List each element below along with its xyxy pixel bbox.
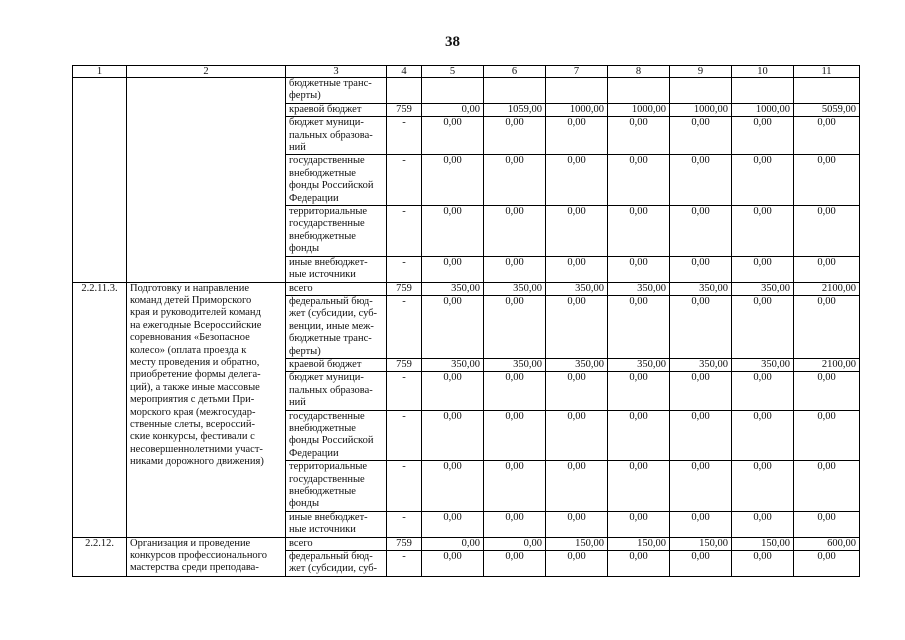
column-header: 8: [608, 66, 670, 78]
cell-line: фонды Российской: [289, 435, 374, 447]
cell-line: бюджет муници-: [289, 117, 364, 129]
amount-cell: 0,00: [732, 410, 794, 461]
amount-cell: 350,00: [422, 282, 484, 295]
amount-cell: 0,00: [732, 461, 794, 512]
amount-cell: 0,00: [484, 256, 546, 282]
cell-line: колесо» (оплата проезда к: [130, 344, 247, 356]
cell-line: несовершеннолетними участ-: [130, 443, 263, 455]
funding-source: [286, 206, 387, 257]
amount-cell: 0,00: [422, 256, 484, 282]
cell-line: фонды: [289, 243, 320, 255]
amount-cell: 0,00: [484, 511, 546, 537]
cell-line: ные источники: [289, 269, 356, 281]
amount-cell: 0,00: [484, 410, 546, 461]
amount-cell: 0,00: [670, 511, 732, 537]
amount-cell: 0,00: [608, 511, 670, 537]
budget-code-cell: 759: [387, 537, 422, 550]
column-header: 2: [127, 66, 286, 78]
cell-line: краевой бюджет: [289, 103, 362, 115]
cell-line: территориальные: [289, 206, 368, 218]
item-description: [127, 78, 286, 283]
budget-code-cell: -: [387, 295, 422, 358]
cell-line: приобретение формы делега-: [130, 369, 261, 381]
funding-source: [286, 372, 387, 410]
funding-source: [286, 155, 387, 206]
amount-cell: 0,00: [484, 551, 546, 577]
cell-line: мероприятия с детьми При-: [130, 394, 255, 406]
cell-line: внебюджетные: [289, 422, 356, 434]
amount-cell: 0,00: [484, 155, 546, 206]
amount-cell: 0,00: [732, 155, 794, 206]
cell-line: ций), а также иные массовые: [130, 381, 260, 393]
amount-cell: 0,00: [546, 551, 608, 577]
amount-cell: 0,00: [732, 256, 794, 282]
cell-line: Федерации: [289, 447, 339, 459]
amount-cell: 0,00: [794, 206, 860, 257]
cell-line: внебюджетные: [289, 167, 356, 179]
cell-line: федеральный бюд-: [289, 295, 373, 307]
amount-cell: 0,00: [794, 155, 860, 206]
amount-cell: 0,00: [794, 295, 860, 358]
amount-cell: 0,00: [546, 461, 608, 512]
funding-source: [286, 282, 387, 295]
amount-cell: 150,00: [732, 537, 794, 550]
amount-cell: 0,00: [484, 295, 546, 358]
amount-cell: [794, 78, 860, 104]
amount-cell: 0,00: [546, 117, 608, 155]
cell-line: пальных образова-: [289, 129, 373, 141]
amount-cell: 1059,00: [484, 103, 546, 116]
amount-cell: 0,00: [546, 410, 608, 461]
amount-cell: 0,00: [608, 410, 670, 461]
budget-code-cell: -: [387, 461, 422, 512]
amount-cell: 350,00: [608, 282, 670, 295]
column-header: 7: [546, 66, 608, 78]
amount-cell: 0,00: [422, 537, 484, 550]
amount-cell: 1000,00: [732, 103, 794, 116]
cell-line: государственные: [289, 473, 365, 485]
amount-cell: 350,00: [484, 282, 546, 295]
amount-cell: 1000,00: [608, 103, 670, 116]
budget-code-cell: -: [387, 256, 422, 282]
amount-cell: 0,00: [422, 551, 484, 577]
budget-code-cell: -: [387, 410, 422, 461]
cell-line: бюджетные транс-: [289, 333, 372, 345]
cell-line: морского края (межгосудар-: [130, 406, 256, 418]
amount-cell: 0,00: [484, 206, 546, 257]
cell-line: краевой бюджет: [289, 358, 362, 370]
amount-cell: 0,00: [794, 117, 860, 155]
amount-cell: 0,00: [422, 511, 484, 537]
budget-code-cell: [387, 78, 422, 104]
amount-cell: 0,00: [608, 256, 670, 282]
cell-line: бюджетные транс-: [289, 78, 372, 89]
budget-code-cell: 759: [387, 103, 422, 116]
amount-cell: 0,00: [484, 537, 546, 550]
cell-line: внебюджетные: [289, 486, 356, 497]
amount-cell: 150,00: [546, 537, 608, 550]
funding-source: [286, 117, 387, 155]
cell-line: внебюджетные: [289, 230, 356, 242]
cell-line: на ежегодные Всероссийские: [130, 319, 262, 331]
amount-cell: 1000,00: [546, 103, 608, 116]
budget-table: [72, 65, 860, 577]
amount-cell: 0,00: [546, 206, 608, 257]
cell-line: жет (субсидии, суб-: [289, 308, 378, 320]
column-header: 3: [286, 66, 387, 78]
cell-line: государственные: [289, 410, 365, 422]
column-header: 11: [794, 66, 860, 78]
amount-cell: 150,00: [608, 537, 670, 550]
amount-cell: [670, 78, 732, 104]
cell-line: территориальные: [289, 461, 368, 473]
item-description: [127, 537, 286, 576]
funding-source: [286, 511, 387, 537]
amount-cell: 0,00: [422, 155, 484, 206]
column-header: 4: [387, 66, 422, 78]
cell-line: ские конкурсы, фестивали с: [130, 431, 255, 443]
amount-cell: 0,00: [794, 372, 860, 410]
cell-line: ферты): [289, 90, 321, 102]
amount-cell: 0,00: [608, 461, 670, 512]
amount-cell: 0,00: [732, 295, 794, 358]
amount-cell: 0,00: [794, 410, 860, 461]
column-header: 5: [422, 66, 484, 78]
funding-source: [286, 461, 387, 512]
amount-cell: 0,00: [422, 295, 484, 358]
amount-cell: 0,00: [670, 206, 732, 257]
amount-cell: [422, 78, 484, 104]
table-row: [73, 537, 860, 550]
amount-cell: 350,00: [546, 282, 608, 295]
amount-cell: 0,00: [422, 206, 484, 257]
amount-cell: 0,00: [732, 206, 794, 257]
cell-line: ные источники: [289, 524, 356, 536]
amount-cell: 0,00: [546, 372, 608, 410]
budget-code-cell: 759: [387, 358, 422, 371]
amount-cell: 0,00: [732, 117, 794, 155]
amount-cell: 0,00: [794, 256, 860, 282]
amount-cell: 0,00: [794, 551, 860, 577]
budget-code-cell: -: [387, 551, 422, 577]
column-header: 9: [670, 66, 732, 78]
cell-line: венции, иные меж-: [289, 320, 374, 332]
amount-cell: 0,00: [670, 461, 732, 512]
table-row: [73, 282, 860, 295]
column-header: 1: [73, 66, 127, 78]
budget-code-cell: -: [387, 511, 422, 537]
cell-line: мастерства среди преподава-: [130, 562, 259, 574]
amount-cell: 0,00: [732, 511, 794, 537]
amount-cell: 5059,00: [794, 103, 860, 116]
amount-cell: 0,00: [670, 295, 732, 358]
amount-cell: 0,00: [546, 511, 608, 537]
amount-cell: 0,00: [608, 551, 670, 577]
cell-line: ний: [289, 397, 306, 409]
amount-cell: 350,00: [546, 358, 608, 371]
budget-code-cell: -: [387, 372, 422, 410]
amount-cell: 0,00: [608, 372, 670, 410]
cell-line: всего: [289, 537, 313, 549]
item-code: 2.2.12.: [73, 537, 127, 576]
cell-line: жет (субсидии, суб-: [289, 563, 378, 575]
funding-source: [286, 295, 387, 358]
budget-code-cell: -: [387, 206, 422, 257]
cell-line: всего: [289, 282, 313, 294]
cell-line: государственные: [289, 155, 365, 167]
cell-line: Федерации: [289, 192, 339, 204]
amount-cell: 350,00: [732, 358, 794, 371]
amount-cell: [608, 78, 670, 104]
amount-cell: 350,00: [484, 358, 546, 371]
cell-line: конкурсов профессионального: [130, 550, 267, 562]
amount-cell: 350,00: [732, 282, 794, 295]
funding-source: [286, 256, 387, 282]
column-header: 10: [732, 66, 794, 78]
item-code: [73, 78, 127, 283]
funding-source: [286, 551, 387, 577]
amount-cell: 350,00: [670, 282, 732, 295]
column-header: 6: [484, 66, 546, 78]
amount-cell: 350,00: [608, 358, 670, 371]
amount-cell: 0,00: [670, 155, 732, 206]
cell-line: ственные слеты, всероссий-: [130, 418, 256, 430]
amount-cell: 0,00: [670, 551, 732, 577]
funding-source: [286, 103, 387, 116]
funding-source: [286, 78, 387, 104]
funding-source: [286, 410, 387, 461]
cell-line: месту проведения и обратно,: [130, 356, 260, 368]
amount-cell: 0,00: [670, 372, 732, 410]
amount-cell: 0,00: [608, 155, 670, 206]
amount-cell: 0,00: [794, 511, 860, 537]
amount-cell: 0,00: [670, 117, 732, 155]
budget-code-cell: 759: [387, 282, 422, 295]
amount-cell: 0,00: [422, 372, 484, 410]
cell-line: бюджет муници-: [289, 372, 364, 384]
amount-cell: 2100,00: [794, 282, 860, 295]
amount-cell: 0,00: [546, 295, 608, 358]
cell-line: фонды: [289, 498, 320, 510]
page-number: 38: [445, 34, 460, 50]
cell-line: Организация и проведение: [130, 537, 251, 549]
cell-line: команд детей Приморского: [130, 294, 252, 306]
cell-line: иные внебюджет-: [289, 256, 368, 268]
amount-cell: 0,00: [484, 461, 546, 512]
amount-cell: 0,00: [670, 410, 732, 461]
cell-line: соревнования «Безопасное: [130, 332, 250, 344]
amount-cell: 0,00: [422, 410, 484, 461]
cell-line: Подготовку и направление: [130, 282, 250, 294]
amount-cell: [484, 78, 546, 104]
amount-cell: 0,00: [422, 461, 484, 512]
funding-source: [286, 358, 387, 371]
cell-line: иные внебюджет-: [289, 511, 368, 523]
cell-line: ний: [289, 142, 306, 154]
cell-line: государственные: [289, 218, 365, 230]
amount-cell: 1000,00: [670, 103, 732, 116]
cell-line: фонды Российской: [289, 180, 374, 192]
budget-code-cell: -: [387, 117, 422, 155]
amount-cell: 2100,00: [794, 358, 860, 371]
cell-line: никами дорожного движения): [130, 456, 264, 468]
table-row: [73, 78, 860, 104]
cell-line: федеральный бюд-: [289, 551, 373, 563]
amount-cell: 0,00: [484, 117, 546, 155]
amount-cell: 0,00: [608, 117, 670, 155]
amount-cell: [732, 78, 794, 104]
cell-line: края и руководителей команд: [130, 307, 261, 319]
amount-cell: 0,00: [422, 103, 484, 116]
amount-cell: 0,00: [608, 206, 670, 257]
amount-cell: 0,00: [608, 295, 670, 358]
amount-cell: 0,00: [732, 372, 794, 410]
amount-cell: 0,00: [422, 117, 484, 155]
budget-code-cell: -: [387, 155, 422, 206]
amount-cell: 350,00: [670, 358, 732, 371]
amount-cell: 0,00: [732, 551, 794, 577]
funding-source: [286, 537, 387, 550]
amount-cell: 0,00: [546, 256, 608, 282]
header-row: [73, 66, 860, 78]
amount-cell: 0,00: [794, 461, 860, 512]
amount-cell: [546, 78, 608, 104]
cell-line: ферты): [289, 345, 321, 357]
cell-line: пальных образова-: [289, 384, 373, 396]
amount-cell: 0,00: [670, 256, 732, 282]
amount-cell: 350,00: [422, 358, 484, 371]
amount-cell: 150,00: [670, 537, 732, 550]
amount-cell: 600,00: [794, 537, 860, 550]
amount-cell: 0,00: [546, 155, 608, 206]
item-code: 2.2.11.3.: [73, 282, 127, 537]
amount-cell: 0,00: [484, 372, 546, 410]
item-description: [127, 282, 286, 537]
